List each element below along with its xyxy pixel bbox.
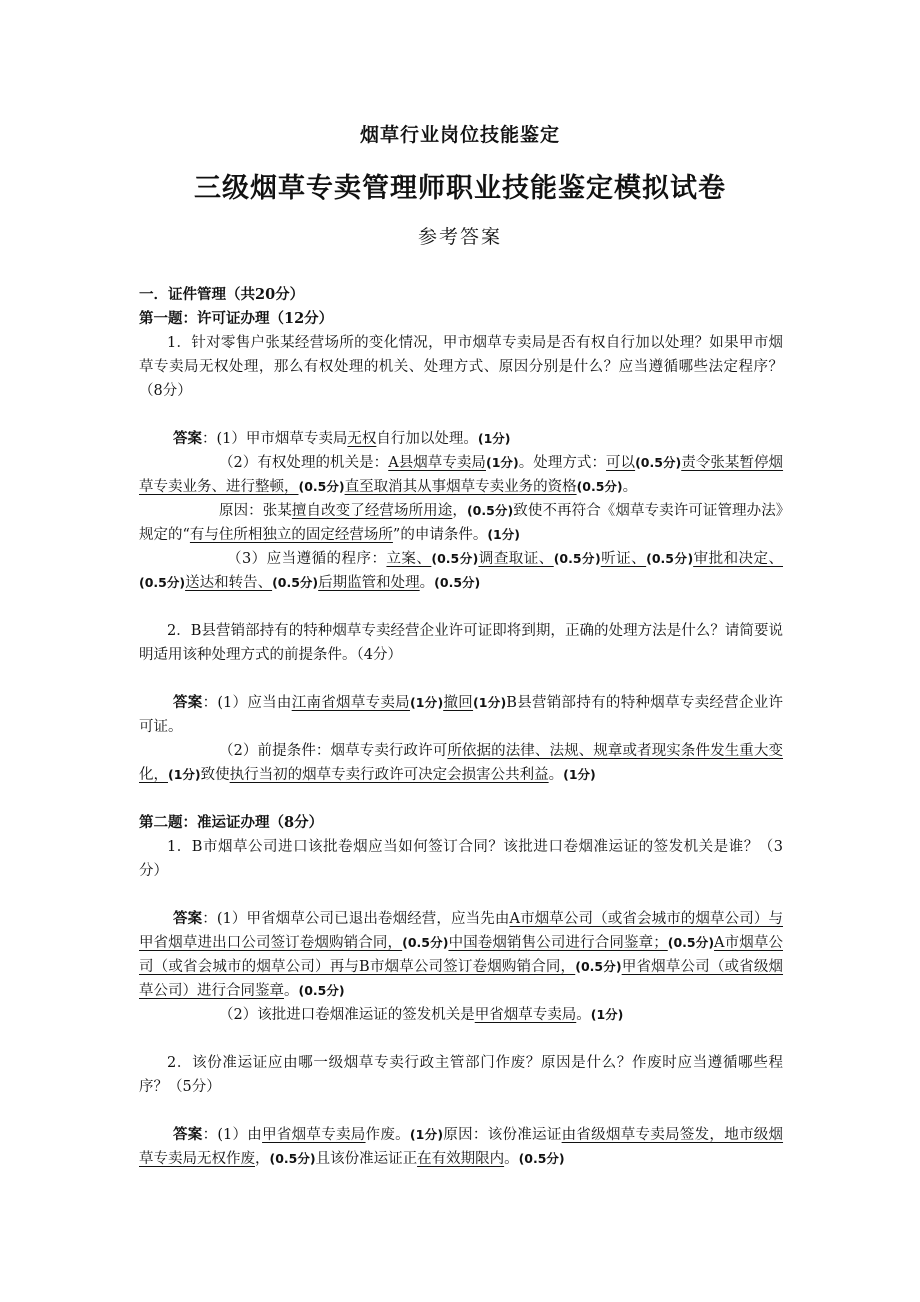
document-subtitle: 参考答案 — [417, 226, 502, 248]
score: (0.5分) — [402, 935, 449, 950]
score: (1分) — [487, 527, 520, 542]
document-body — [139, 283, 783, 1171]
question-text: 1．B市烟草公司进口该批卷烟应当如何签订合同？该批进口卷烟准运证的签发机关是谁？（3分） — [139, 839, 783, 879]
score: (0.5分) — [667, 935, 715, 950]
answer-label: 答案 — [173, 694, 203, 711]
answer-label: 答案 — [173, 430, 202, 447]
score: (0.5分) — [269, 1151, 316, 1166]
answer-paragraph: 答案：(1）甲市烟草专卖局无权自行加以处理。(1分) — [173, 430, 511, 447]
score: (0.5分) — [466, 503, 514, 518]
answer-paragraph: （2）该批进口卷烟准运证的签发机关是甲省烟草专卖局。(1分) — [219, 1007, 624, 1023]
answer-paragraph: 答案：(1）由甲省烟草专卖局作废。(1分)原因：该份准运证由省级烟草专卖局签发，地市级烟草专卖局无权作废，(0.5分)且该份准运证正在有效期限内。(0.5分) — [139, 1126, 784, 1167]
score: (1分) — [409, 1127, 444, 1142]
score: (0.5分) — [139, 575, 186, 590]
score: (0.5分) — [431, 551, 479, 566]
score: (0.5分) — [553, 551, 601, 566]
score: (0.5分) — [298, 479, 345, 494]
document-title: 三级烟草专卖管理师职业技能鉴定模拟试卷 — [194, 173, 726, 204]
score: (1分) — [409, 695, 444, 710]
score: (1分) — [485, 455, 519, 470]
score: (0.5分) — [646, 551, 694, 566]
answer-paragraph: 原因：张某擅自改变了经营场所用途，(0.5分)致使不再符合《烟草专卖许可证管理办法》规定的“有与住所相独立的固定经营场所”的申请条件。(1分) — [139, 503, 784, 543]
score: (0.5分) — [298, 983, 345, 998]
question-text: 2．该份准运证应由哪一级烟草专卖行政主管部门作废？原因是什么？作废时应当遵循哪些程序？（5分） — [139, 1055, 783, 1095]
question-heading: 第一题：许可证办理（12分） — [139, 310, 334, 327]
answer-paragraph: （2）前提条件：烟草专卖行政许可所依据的法律、法规、规章或者现实条件发生重大变化，(1分)致使执行当初的烟草专卖行政许可决定会损害公共利益。(1分) — [139, 743, 783, 783]
answer-paragraph: （2）有权处理的机关是：A县烟草专卖局(1分)。处理方式：可以(0.5分)责令张某暂停烟草专卖业务、进行整顿，(0.5分)直至取消其从事烟草专卖业务的资格(0.5分)。 — [139, 455, 784, 495]
document-header-line1: 烟草行业岗位技能鉴定 — [359, 124, 560, 146]
score: (1分) — [563, 767, 596, 782]
question-text: 1．针对零售户张某经营场所的变化情况，甲市烟草专卖局是否有权自行加以处理？如果甲市烟草专卖局无权处理，那么有权处理的机关、处理方式、原因分别是什么？应当遵循哪些法定程序？（8分） — [139, 335, 783, 399]
answer-label: 答案 — [173, 910, 203, 927]
answer-paragraph: 答案：(1）应当由江南省烟草专卖局(1分)撤回(1分)B县营销部持有的特种烟草专卖经营企业许可证。 — [139, 694, 784, 735]
answer-paragraph: （3）应当遵循的程序：立案、(0.5分)调查取证、(0.5分)听证、(0.5分)审批和决定、(0.5分)送达和转告、(0.5分)后期监管和处理。(0.5分) — [139, 551, 783, 591]
score: (0.5分) — [575, 959, 622, 974]
score: (0.5分) — [434, 575, 481, 590]
answer-paragraph: 答案：(1）甲省烟草公司已退出卷烟经营，应当先由A市烟草公司（或省会城市的烟草公司）与甲省烟草进出口公司签订卷烟购销合同，(0.5分)中国卷烟销售公司进行合同鉴章；(0.5分)A市烟草公司（或省会城市的烟草公司）再与B市烟草公司签订卷烟购销合同，(0.5分)甲省烟草公司（或省级烟草公司）进行合同鉴章。(0.5分) — [139, 910, 784, 999]
question-text: 2．B县营销部持有的特种烟草专卖经营企业许可证即将到期，正确的处理方法是什么？请简要说明适用该种处理方式的前提条件。（4分） — [139, 623, 783, 663]
score: (1分) — [473, 695, 507, 710]
score: (0.5分) — [272, 575, 319, 590]
score: (1分) — [477, 431, 511, 446]
score: (0.5分) — [576, 479, 623, 494]
score: (0.5分) — [635, 455, 682, 470]
question-heading: 第二题：准运证办理（8分） — [139, 814, 324, 831]
section-heading: 一．证件管理（共20分） — [139, 286, 305, 303]
answer-label: 答案 — [173, 1126, 203, 1143]
score: (1分) — [590, 1007, 624, 1022]
score: (1分) — [168, 767, 201, 782]
score: (0.5分) — [518, 1151, 565, 1166]
